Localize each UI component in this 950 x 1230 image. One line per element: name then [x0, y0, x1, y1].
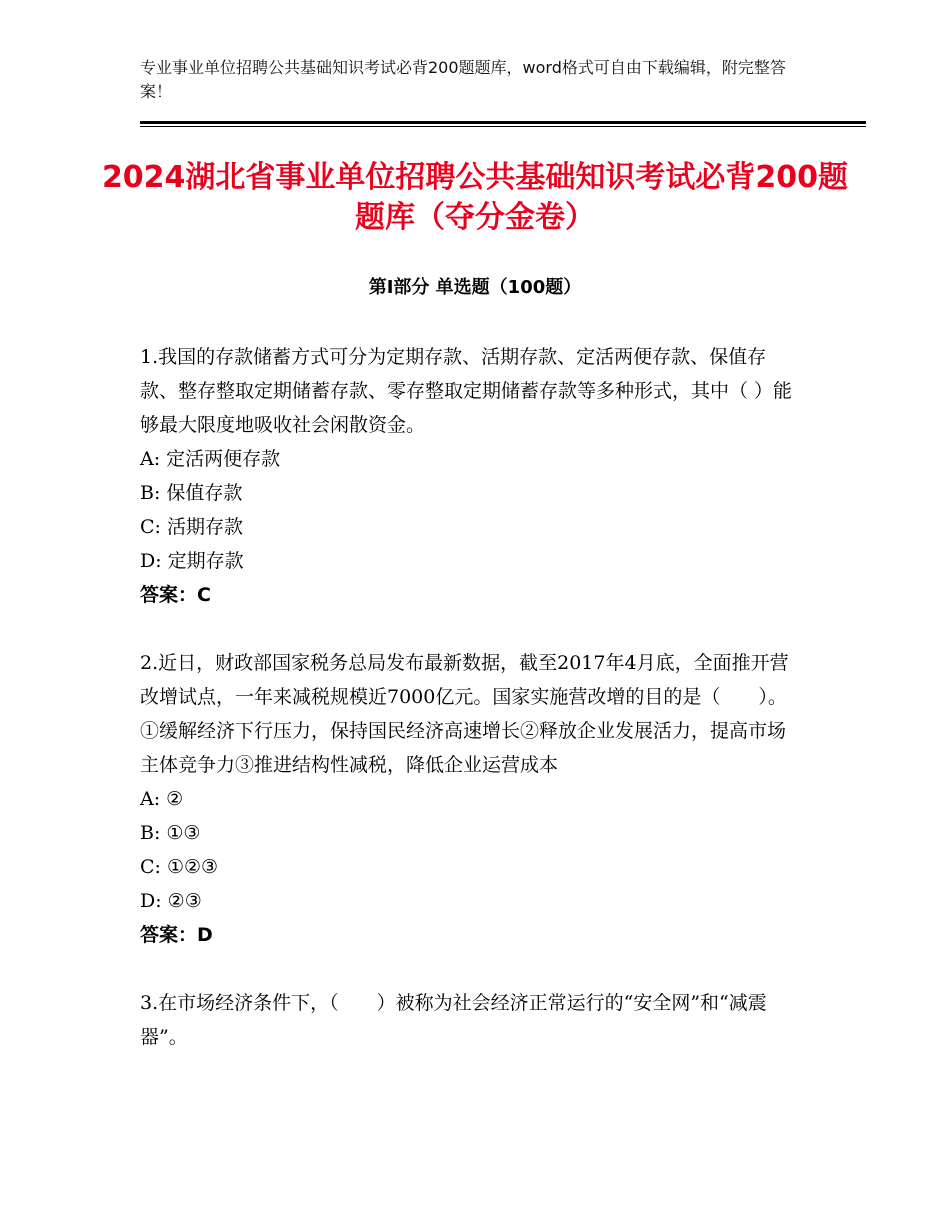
- answer: 答案：C: [140, 584, 211, 606]
- header-note: 专业事业单位招聘公共基础知识考试必背200题题库，word格式可自由下载编辑，附完整答案！: [140, 58, 786, 101]
- question-text: 1.我国的存款储蓄方式可分为定期存款、活期存款、定活两便存款、保值存款、整存整取定期储蓄存款、零存整取定期储蓄存款等多种形式，其中（ ）能够最大限度地吸收社会闲散资金。: [140, 346, 793, 436]
- option-d: D: ②③: [140, 890, 202, 912]
- question-text: 3.在市场经济条件下，（ ）被称为社会经济正常运行的“安全网”和“减震器”。: [140, 992, 767, 1048]
- document-title: 2024湖北省事业单位招聘公共基础知识考试必背200题题库（夺分金卷）: [101, 160, 849, 235]
- header-rule-thin: [140, 126, 866, 127]
- section-heading: 第I部分 单选题（100题）: [368, 277, 582, 298]
- question-1: [140, 340, 800, 612]
- option-d: D: 定期存款: [140, 550, 244, 572]
- answer: 答案：D: [140, 924, 213, 946]
- option-b: B: ①③: [140, 822, 201, 844]
- option-c: C: 活期存款: [140, 516, 243, 538]
- question-3: [140, 986, 800, 1054]
- question-2: [140, 646, 800, 952]
- question-list: [140, 340, 800, 1088]
- option-a: A: 定活两便存款: [140, 448, 281, 470]
- question-text: 2.近日，财政部国家税务总局发布最新数据，截至2017年4月底，全面推开营改增试点，一年来减税规模近7000亿元。国家实施营改增的目的是（ ）。①缓解经济下行压力，保持国民经济高速增长②释放企业发展活力，提高市场主体竞争力③推进结构性减税，降低企业运营成本: [140, 652, 789, 776]
- option-b: B: 保值存款: [140, 482, 243, 504]
- header-rule-thick: [140, 121, 866, 124]
- option-c: C: ①②③: [140, 856, 219, 878]
- option-a: A: ②: [140, 788, 184, 810]
